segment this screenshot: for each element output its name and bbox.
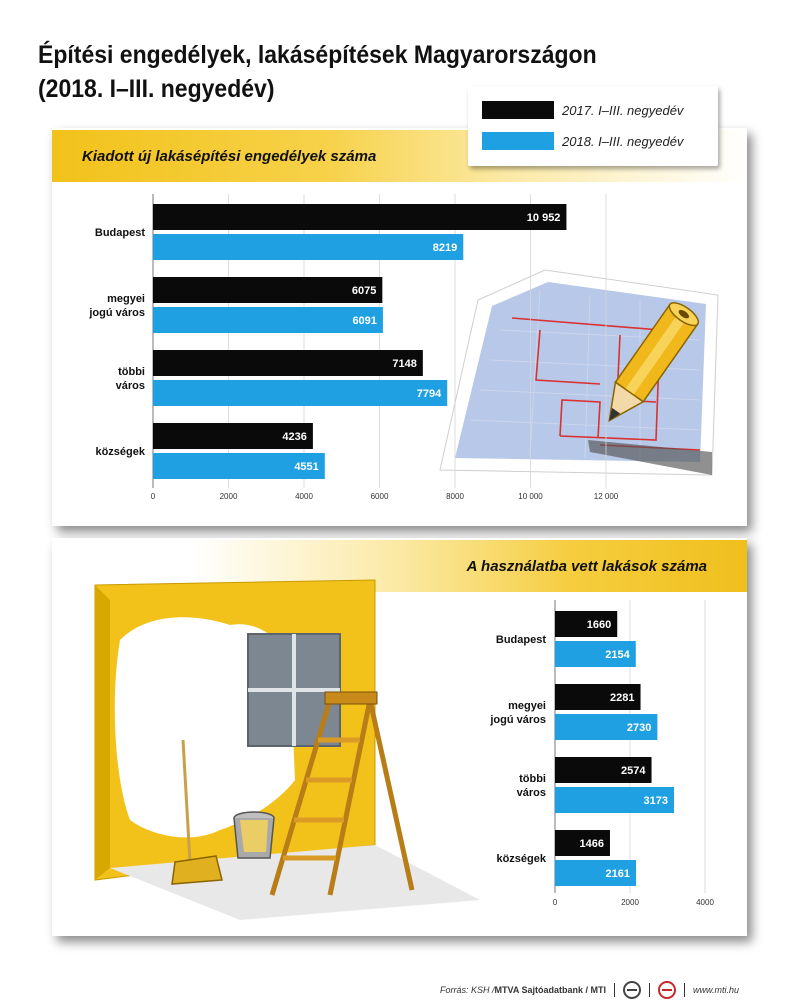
completions-tick-label: 0 xyxy=(552,898,558,907)
completions-chart-title: A használatba vett lakások száma xyxy=(52,540,747,592)
permits-tick-label: 2000 xyxy=(219,492,238,501)
footer-separator xyxy=(649,983,650,997)
footer xyxy=(440,980,785,1000)
permits-data-label: 6075 xyxy=(351,285,377,297)
permits-category-label: községek xyxy=(95,446,145,458)
permits-category-label: megyei jogú város xyxy=(89,293,145,319)
source-url: www.mti.hu xyxy=(693,985,740,995)
permits-tick-label: 0 xyxy=(150,492,156,501)
permits-category-label: többi város xyxy=(115,366,145,392)
completions-data-label: 2574 xyxy=(621,765,646,777)
permits-bar-2018 xyxy=(153,234,463,260)
permits-tick-label: 4000 xyxy=(295,492,313,501)
permits-bar-2017 xyxy=(153,350,423,376)
mti-logo-icon xyxy=(658,981,676,999)
permits-bar-2018 xyxy=(153,380,447,406)
blueprint-pencil-illustration xyxy=(440,270,718,475)
source-prefix: Forrás: KSH / xyxy=(440,985,495,995)
completions-data-label: 2161 xyxy=(605,868,631,880)
permits-data-label: 4236 xyxy=(282,431,307,443)
permits-data-label: 7794 xyxy=(416,388,442,400)
completions-data-label: 2730 xyxy=(626,722,652,734)
permits-chart-title: Kiadott új lakásépítési engedélyek száma xyxy=(52,130,747,182)
completions-data-label: 3173 xyxy=(643,795,668,807)
painting-ladder-illustration xyxy=(95,580,480,920)
source-credit: MTVA Sajtóadatbank / MTI xyxy=(494,985,607,995)
completions-tick-label: 4000 xyxy=(696,898,714,907)
title-line-1: Építési engedélyek, lakásépítések Magyarországon xyxy=(38,41,597,69)
completions-category-label: Budapest xyxy=(495,634,546,646)
mtva-logo-icon xyxy=(623,981,641,999)
permits-data-label: 7148 xyxy=(392,358,417,370)
permits-data-label: 6091 xyxy=(352,315,377,327)
title-line-2: (2018. I–III. negyedév) xyxy=(38,75,275,103)
legend-label-2017: 2017. I–III. negyedév xyxy=(562,102,684,118)
permits-bar-2017 xyxy=(153,204,566,230)
permits-tick-label: 10 000 xyxy=(518,492,543,501)
permits-data-label: 10 952 xyxy=(526,212,561,224)
footer-separator xyxy=(684,983,685,997)
permits-category-label: Budapest xyxy=(94,227,145,239)
permits-tick-label: 12 000 xyxy=(593,492,619,501)
completions-data-label: 1660 xyxy=(586,619,612,631)
footer-separator xyxy=(614,983,615,997)
completions-tick-label: 2000 xyxy=(621,898,639,907)
legend-label-2018: 2018. I–III. negyedév xyxy=(562,133,684,149)
permits-bar-2018 xyxy=(153,307,383,333)
completions-category-label: megyei jogú város xyxy=(490,700,546,726)
permits-bar-2017 xyxy=(153,277,382,303)
completions-category-label: községek xyxy=(496,853,546,865)
completions-bar-chart xyxy=(489,600,714,907)
completions-data-label: 1466 xyxy=(579,838,604,850)
permits-data-label: 8219 xyxy=(432,242,458,254)
completions-data-label: 2281 xyxy=(610,692,635,704)
permits-tick-label: 8000 xyxy=(446,492,464,501)
permits-tick-label: 6000 xyxy=(370,492,389,501)
completions-category-label: többi város xyxy=(516,773,546,799)
permits-data-label: 4551 xyxy=(294,461,319,473)
completions-data-label: 2154 xyxy=(605,649,630,661)
